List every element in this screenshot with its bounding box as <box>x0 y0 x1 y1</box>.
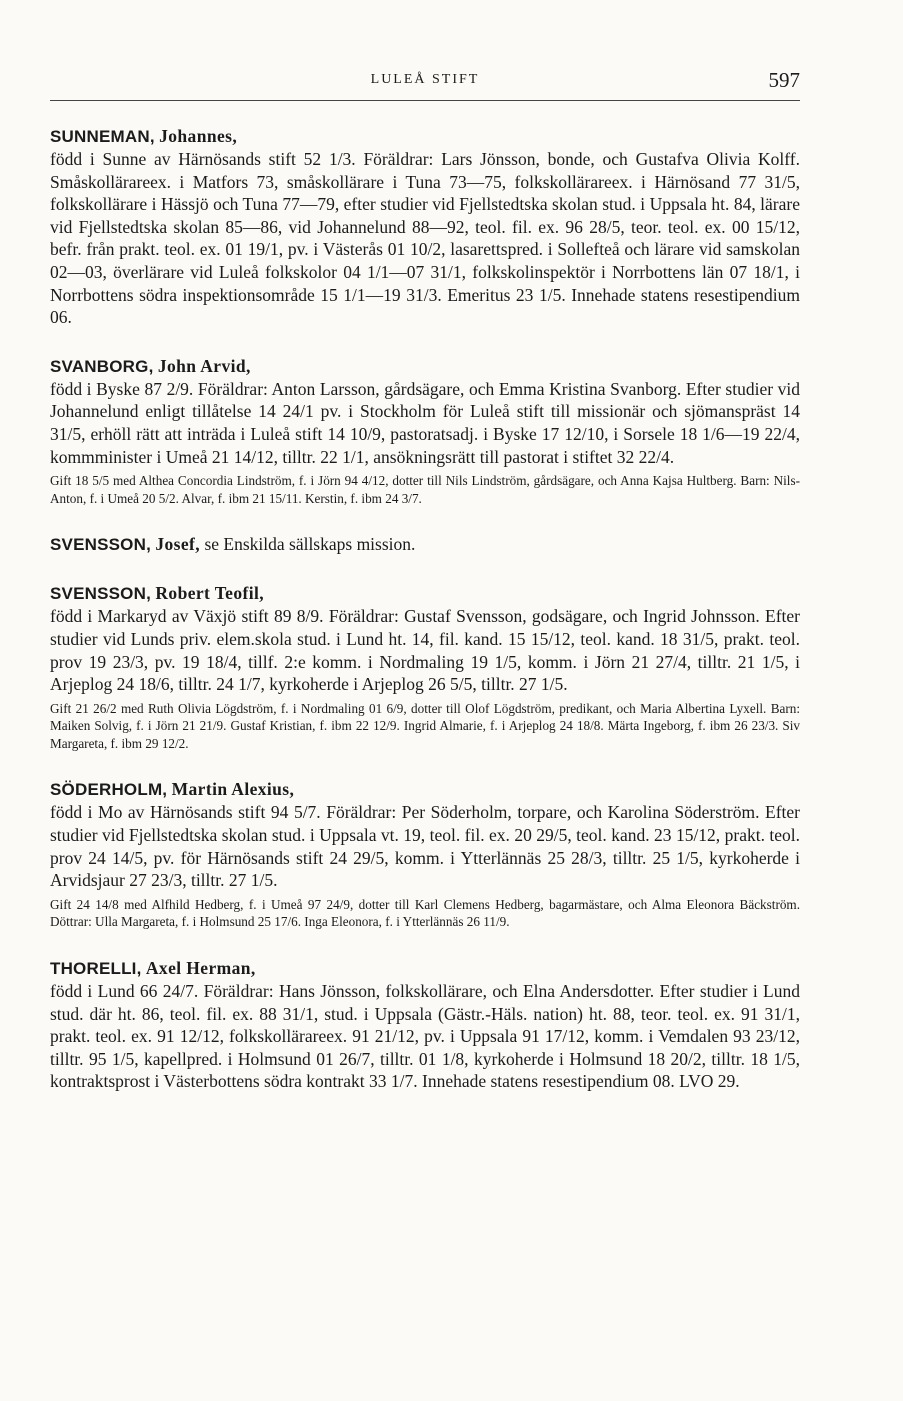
entry-heading <box>50 125 800 148</box>
entry-biography-text: född i Byske 87 2/9. Föräldrar: Anton Larsson, gårdsägare, och Emma Kristina Svanborg. Efter studier vid Johannelund enligt tillåtelse 14 24/1 pv. i Stockholm för Luleå stift till missionär och sjömanspräst 14 31/5, erhöll rätt att inträda i Luleå stift 14 10/9, pastoratsadj. i Byske 17 12/10, i Sorsele 18 1/6—19 22/4, kommminister i Umeå 21 14/12, tilltr. 22 1/1, ansökningsrätt till pastorat i stiftet 32 22/4. <box>50 378 800 467</box>
entry-cross-reference: se Enskilda sällskaps mission. <box>204 534 416 555</box>
entry-surname: SUNNEMAN, <box>50 127 155 146</box>
entry-heading <box>50 355 800 378</box>
entry-heading <box>50 533 800 556</box>
entry-biography-text: född i Lund 66 24/7. Föräldrar: Hans Jönsson, folkskollärare, och Elna Andersdotter. Efter studier i Lund stud. där ht. 86, teol. fil. ex. 88 31/1, stud. i Uppsala (Gästr.-Häls. nation) ht. 88, teor. teol. ex. 91 31/1, prakt. teol. ex. 91 12/12, folkskollärareex. 91 21/12, pv. i Uppsala 91 17/12, komm. i Vemdalen 93 23/12, tilltr. 95 1/5, kapellpred. i Holmsund 01 26/7, tilltr. 01 1/8, kyrkoherde i Holmsund 18 20/2, tilltr. 18 1/5, kontraktsprost i Västerbottens södra kontrakt 33 1/7. Innehade statens resestipendium 08. LVO 29. <box>50 981 800 1092</box>
entry-heading <box>50 778 800 801</box>
entry-family-text: Gift 18 5/5 med Althea Concordia Lindström, f. i Jörn 94 4/12, dotter till Nils Lindström, gårdsägare, och Anna Kajsa Hultberg. Barn: Nils-Anton, f. i Umeå 20 5/2. Alvar, f. ibm 21 15/11. Kerstin, f. ibm 24 3/7. <box>50 473 800 506</box>
biography-entry-thorelli <box>50 957 800 1093</box>
entry-biography-text: född i Sunne av Härnösands stift 52 1/3. Föräldrar: Lars Jönsson, bonde, och Gustafva Olivia Kolff. Småskollärareex. i Matfors 73, småskollärare i Tuna 73—75, folkskollärareex. i Härnösand 77 31/5, folkskollärare i Hässjö och Tuna 77—79, efter studier vid Fjellstedtska skolan stud. i Uppsala ht. 84, lärare vid Fjellstedtska skolan 85—86, vid Johannelund 88—92, teol. fil. ex. 96 28/5, teor. teol. ex. 00 15/12, befr. från prakt. teol. ex. 01 19/1, pv. i Västerås 01 10/2, lasarettspred. i Sollefteå och lärare vid samskolan 02—03, överlärare vid Luleå folkskolor 04 1/1—07 31/1, folkskolinspektör i Norrbottens län 07 18/1, i Norrbottens södra inspektionsområde 15 1/1—19 31/3. Emeritus 23 1/5. Innehade statens resestipendium 06. <box>50 149 800 328</box>
entry-heading <box>50 582 800 605</box>
entry-given-name: Robert Teofil, <box>155 583 265 604</box>
running-header <box>50 66 800 101</box>
entry-surname: SVENSSON, <box>50 535 151 555</box>
running-title: LULEÅ STIFT <box>370 72 480 87</box>
biography-list <box>50 125 800 1093</box>
entry-given-name: Josef, <box>155 534 201 555</box>
entry-biography-text: född i Markaryd av Växjö stift 89 8/9. Föräldrar: Gustaf Svensson, godsägare, och Ingrid Johnsson. Efter studier vid Lunds priv. elem.skola stud. i Lund ht. 14, fil. kand. 15 15/12, teol. kand. 18 31/5, prakt. teol. prov 19 23/3, pv. 19 18/4, tillf. 2:e komm. i Nordmaling 19 1/5, komm. i Jörn 21 27/4, tilltr. 21 1/5, i Arjeplog 24 18/6, tilltr. 24 1/7, kyrkoherde i Arjeplog 26 5/5, tilltr. 27 1/5. <box>50 606 800 695</box>
biography-entry-sunneman <box>50 125 800 329</box>
entry-family-text: Gift 21 26/2 med Ruth Olivia Lögdström, f. i Nordmaling 01 6/9, dotter till Olof Lögdström, predikant, och Maria Albertina Lyxell. Barn: Maiken Solvig, f. i Jörn 21 21/9. Gustaf Kristian, f. ibm 22 12/9. Ingrid Almarie, f. i Arjeplog 24 18/8. Märta Ingeborg, f. ibm 26 23/3. Siv Margareta, f. ibm 29 12/2. <box>50 700 800 751</box>
biography-entry-svensson-robert <box>50 582 800 752</box>
entry-given-name: Martin Alexius, <box>171 779 295 800</box>
entry-surname: SVENSSON, <box>50 584 151 604</box>
entry-surname: SVANBORG, <box>50 356 154 376</box>
page <box>50 66 800 1119</box>
page-number: 597 <box>768 68 800 92</box>
entry-family-text: Gift 24 14/8 med Alfhild Hedberg, f. i Umeå 97 24/9, dotter till Karl Clemens Hedberg, bagarmästare, och Alma Eleonora Bäckström. Döttrar: Ulla Margareta, f. i Holmsund 25 17/6. Inga Eleonora, f. i Ytterlännäs 26 11/9. <box>50 896 800 930</box>
entry-given-name: Axel Herman, <box>145 958 256 979</box>
biography-entry-svensson-josef <box>50 533 800 556</box>
biography-entry-soderholm <box>50 778 800 931</box>
entry-given-name: Johannes, <box>159 126 238 146</box>
entry-surname: SÖDERHOLM, <box>50 780 168 800</box>
biography-entry-svanborg <box>50 355 800 508</box>
entry-surname: THORELLI, <box>50 959 142 979</box>
entry-heading <box>50 957 800 980</box>
entry-given-name: John Arvid, <box>157 355 251 376</box>
entry-biography-text: född i Mo av Härnösands stift 94 5/7. Föräldrar: Per Söderholm, torpare, och Karolina Söderström. Efter studier vid Fjellstedtska skolan stud. i Uppsala vt. 19, teol. fil. ex. 20 29/5, teol. kand. 23 15/12, prakt. teol. prov 24 14/5, pv. för Härnösands stift 24 29/5, komm. i Ytterlännäs 25 28/3, tilltr. 25 1/5, kyrkoherde i Arvidsjaur 27 23/3, tilltr. 27 1/5. <box>50 802 800 891</box>
